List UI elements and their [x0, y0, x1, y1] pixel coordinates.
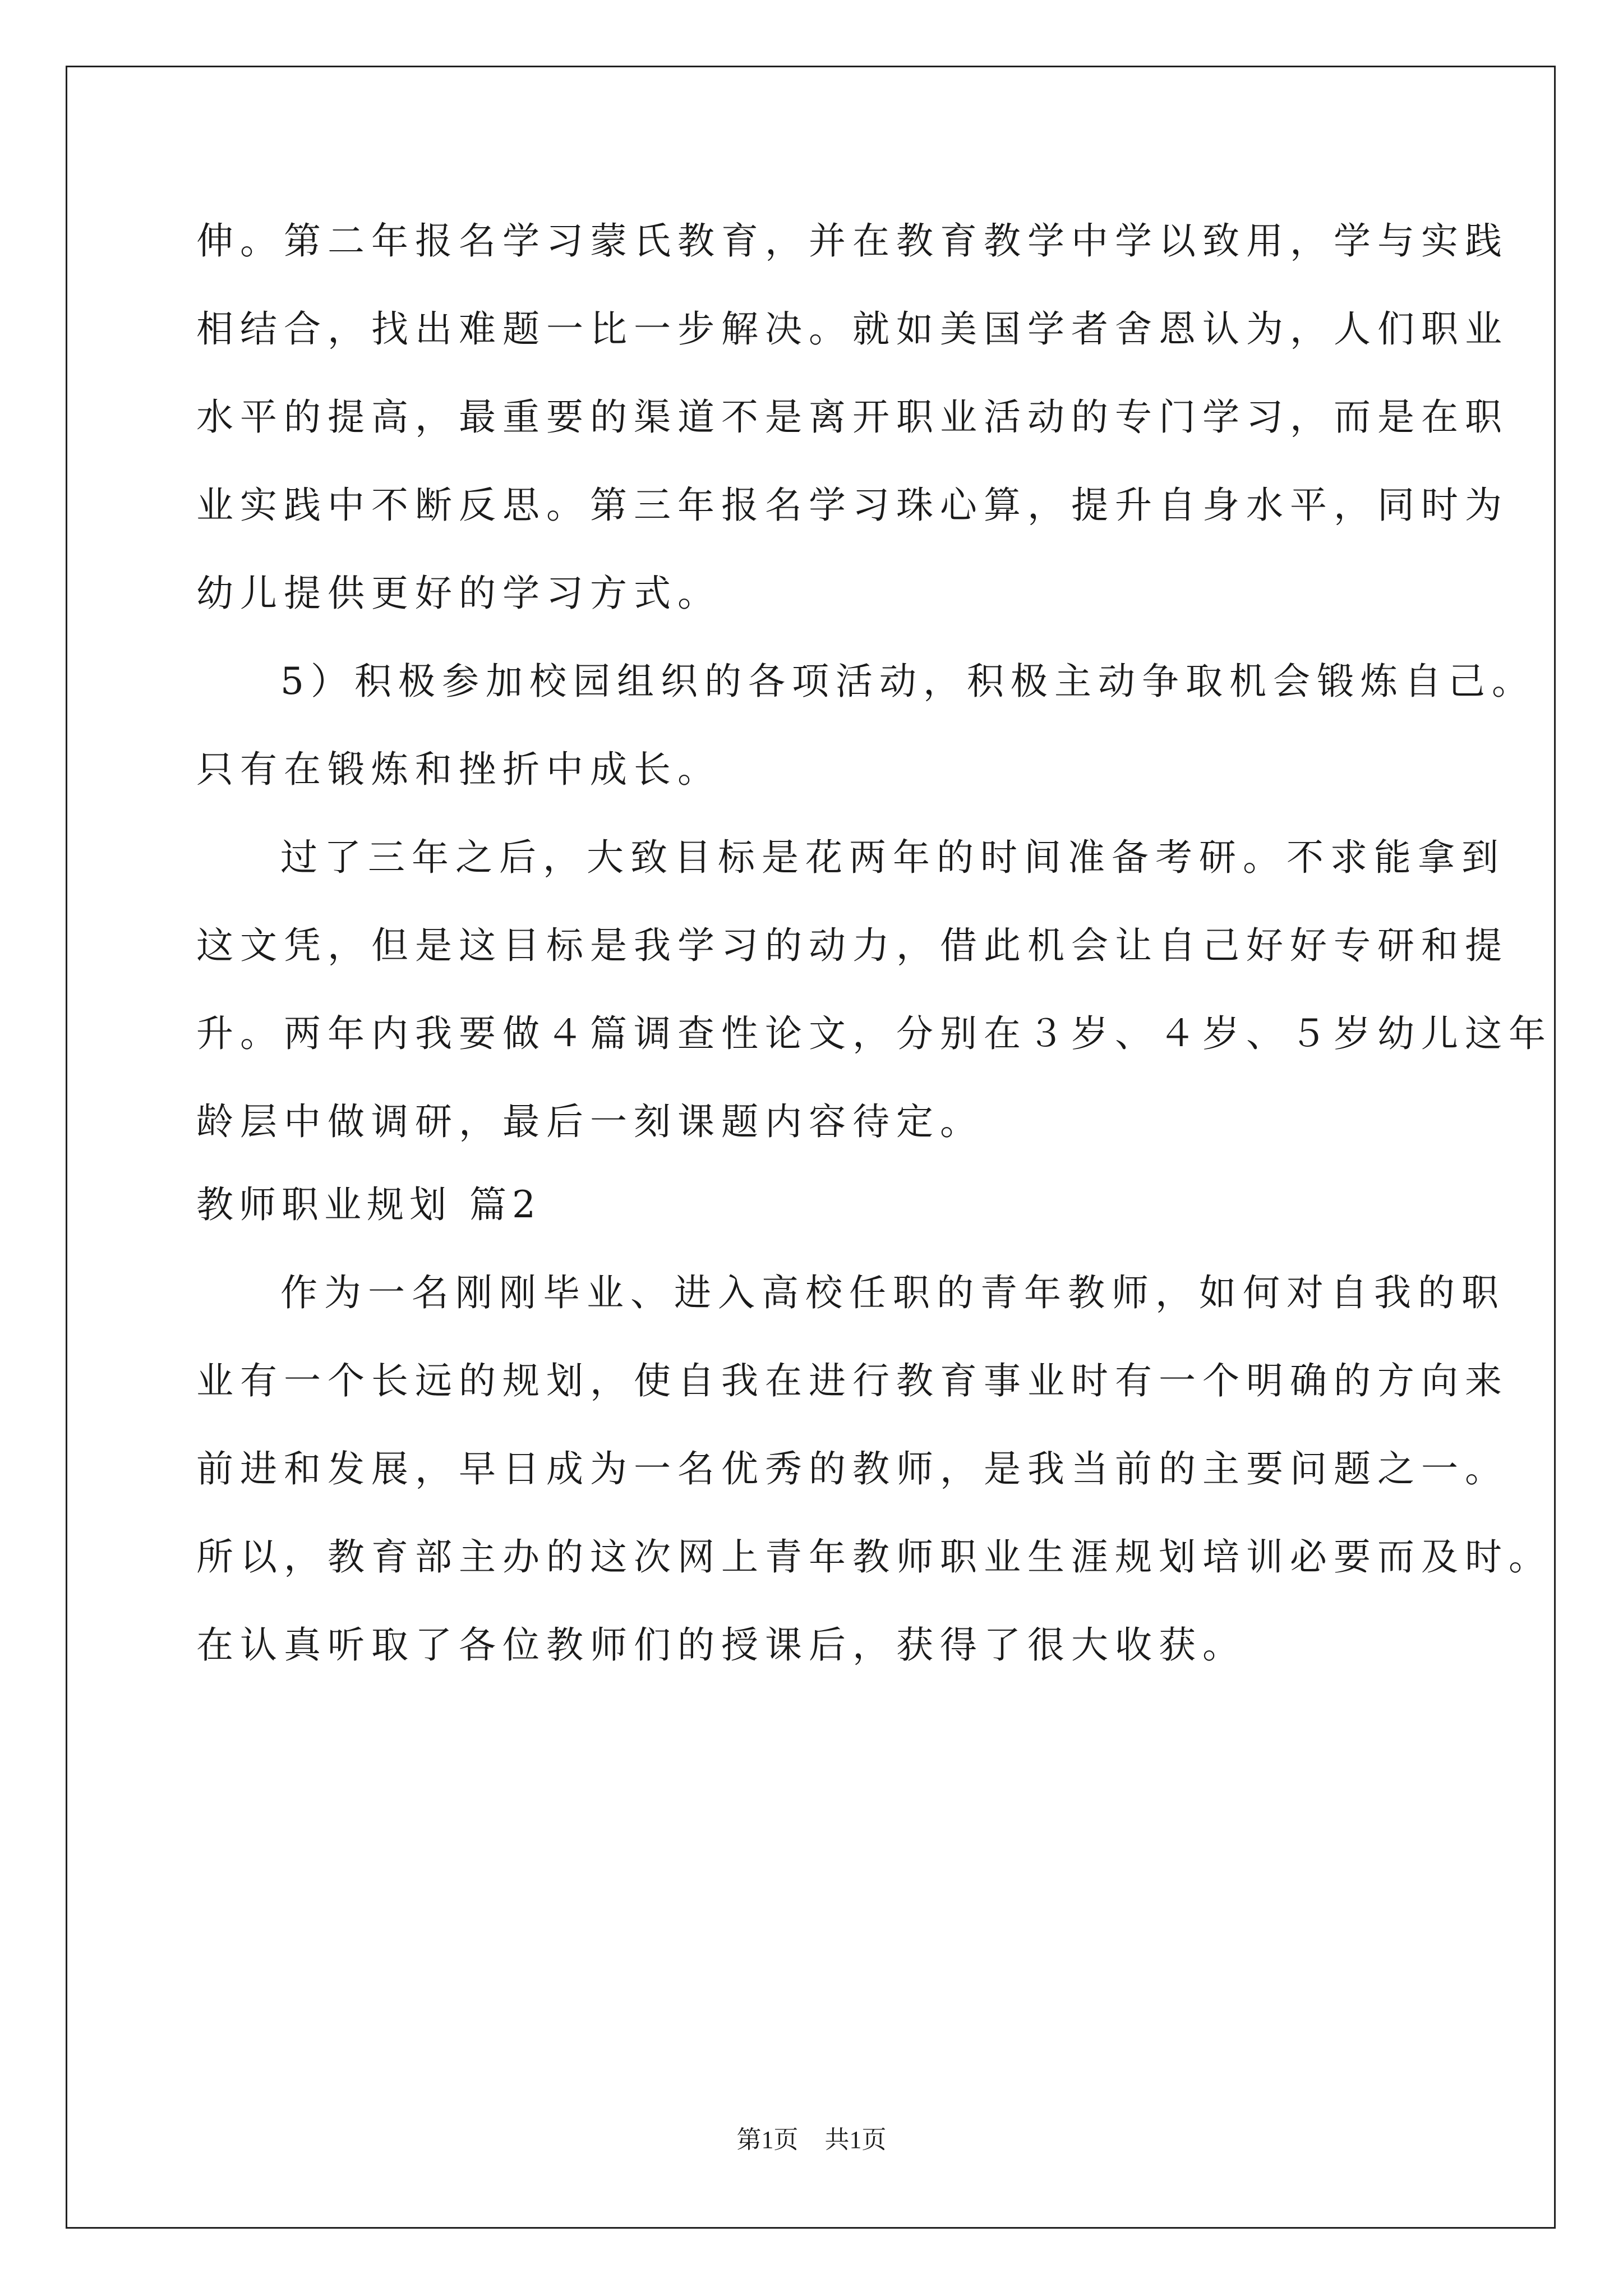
paragraph-line: 幼儿提供更好的学习方式。	[196, 572, 721, 615]
paragraph-line: 业有一个长远的规划，使自我在进行教育事业时有一个明确的方向来	[196, 1359, 1509, 1402]
page-total: 共1页	[824, 2126, 887, 2154]
page-footer	[0, 2123, 1623, 2157]
paragraph-line: 前进和发展，早日成为一名优秀的教师，是我当前的主要问题之一。	[196, 1447, 1509, 1490]
paragraph-line: 相结合，找出难题一比一步解决。就如美国学者舍恩认为，人们职业	[196, 307, 1509, 351]
paragraph-line: 过了三年之后，大致目标是花两年的时间准备考研。不求能拿到	[280, 836, 1505, 879]
section-heading: 教师职业规划 篇2	[196, 1183, 541, 1226]
page-number: 第1页	[736, 2126, 799, 2154]
paragraph-line: 5）积极参加校园组织的各项活动，积极主动争取机会锻炼自己。	[280, 660, 1536, 703]
paragraph-line: 升。两年内我要做４篇调查性论文，分别在３岁、４岁、５岁幼儿这年	[196, 1012, 1552, 1055]
paragraph-line: 只有在锻炼和挫折中成长。	[196, 748, 721, 791]
paragraph-line: 作为一名刚刚毕业、进入高校任职的青年教师，如何对自我的职	[280, 1271, 1505, 1314]
paragraph-line: 龄层中做调研，最后一刻课题内容待定。	[196, 1100, 984, 1143]
paragraph-line: 伸。第二年报名学习蒙氏教育，并在教育教学中学以致用，学与实践	[196, 219, 1509, 263]
page-border	[66, 66, 1556, 2229]
paragraph-line: 这文凭，但是这目标是我学习的动力，借此机会让自己好好专研和提	[196, 924, 1509, 967]
paragraph-line: 业实践中不断反思。第三年报名学习珠心算，提升自身水平，同时为	[196, 484, 1509, 527]
paragraph-line: 所以，教育部主办的这次网上青年教师职业生涯规划培训必要而及时。	[196, 1535, 1552, 1579]
paragraph-line: 水平的提高，最重要的渠道不是离开职业活动的专门学习，而是在职	[196, 395, 1509, 439]
paragraph-line: 在认真听取了各位教师们的授课后，获得了很大收获。	[196, 1623, 1246, 1667]
